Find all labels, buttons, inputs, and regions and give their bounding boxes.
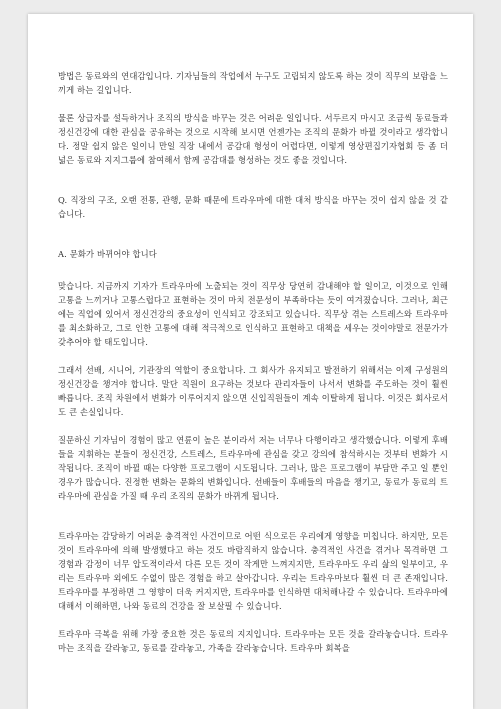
paragraph-senior-role: 그래서 선배, 시니어, 기관장의 역할이 중요합니다. 그 회사가 유지되고 발전하기 위해서는 이제 구성원의 정신건강을 챙겨야 합니다. 말단 직원이 요구하는 것보다 관리자들이 나서서 변화를 주도하는 것이 훨씬 빠릅니다. 조직 차원에서 변화가 이루어지지 않으면 신입직원들이 계속 이탈하게 됩니다. 이것은 회사로서도 큰 손실입니다. [58, 365, 448, 417]
document-page [28, 14, 473, 709]
page-content [58, 69, 448, 655]
paragraph-trauma-impact: 트라우마는 감당하기 어려운 충격적인 사건이므로 어떤 식으로든 우리에게 영향을 미칩니다. 하지만, 모든 것이 트라우마에 의해 발생했다고 하는 것도 바람직하지 않습니다. 충격적인 사건을 겪거나 목격하면 그 경험과 감정이 너무 압도적이라서 다른 모든 것이 작게만 느껴지지만, 트라우마도 우리 삶의 일부이고, 우리는 트라우마 외에도 수없이 많은 경험을 하고 살아갑니다. 우리는 트라우마보다 훨씬 더 큰 존재입니다. 트라우마를 부정하면 그 영향이 더욱 커지지만, 트라우마를 인식하면 대처해나갈 수 있습니다. 트라우마에 대해서 이해하면, 나와 동료의 건강을 잘 보살필 수 있습니다. [58, 531, 448, 611]
paragraph-peer-support: 트라우마 극복을 위해 가장 중요한 것은 동료의 지지입니다. 트라우마는 모든 것을 갈라놓습니다. 트라우마는 조직을 갈라놓고, 동료를 갈라놓고, 가족을 갈라놓습니다. 트라우마 회복을 [58, 629, 448, 653]
question-heading: Q. 직장의 구조, 오랜 전통, 관행, 문화 때문에 트라우마에 대한 대처 방식을 바꾸는 것이 쉽지 않을 것 같습니다. [58, 195, 448, 219]
paragraph-solidarity: 방법은 동료와의 연대감입니다. 기자님들의 작업에서 누구도 고립되지 않도록 하는 것이 직무의 보람을 느끼게 하는 길입니다. [58, 71, 448, 95]
paragraph-persuading-superiors: 물론 상급자를 설득하거나 조직의 방식을 바꾸는 것은 어려운 일입니다. 서두르지 마시고 조금씩 동료들과 정신건강에 대한 관심을 공유하는 것으로 시작해 보시면 언젠가는 조직의 문화가 바뀔 것이라고 생각합니다. 정말 쉽지 않은 일이니 만일 직장 내에서 공감대 형성이 어렵다면, 이렇게 영상편집기자협회 등 좀 더 넓은 동료와 지지그룹에 참여해서 함께 공감대를 형성하는 것도 좋을 것입니다. [58, 113, 448, 165]
paragraph-agree: 맞습니다. 지금까지 기자가 트라우마에 노출되는 것이 직무상 당연히 감내해야 할 일이고, 이것으로 인해 고통을 느끼거나 고통스럽다고 표현하는 것이 마치 전문성이 부족하다는 듯이 여겨졌습니다. 그러나, 최근에는 직업에 있어서 정신건강의 중요성이 인식되고 강조되고 있습니다. 직무상 겪는 스트레스와 트라우마를 최소화하고, 그로 인한 고통에 대해 적극적으로 인식하고 표현하고 대책을 세우는 것이야말로 전문가가 갖추어야 할 태도입니다. [58, 281, 448, 347]
paragraph-culture-change: 질문하신 기자님이 경험이 많고 연륜이 높은 분이라서 저는 너무나 다행이라고 생각했습니다. 이렇게 후배들을 지휘하는 분들이 정신건강, 스트레스, 트라우마에 관심을 갖고 강의에 참석하시는 것부터 변화가 시작됩니다. 조직이 바뀔 때는 다양한 프로그램이 시도됩니다. 그러나, 많은 프로그램이 부담만 주고 일 뿐인 경우가 많습니다. 진정한 변화는 문화의 변화입니다. 선배들이 후배들의 마음을 챙기고, 동료가 동료의 트라우마에 관심을 가질 때 우리 조직의 문화가 바뀌게 됩니다. [58, 435, 448, 501]
answer-heading: A. 문화가 바뀌어야 합니다 [58, 249, 157, 259]
